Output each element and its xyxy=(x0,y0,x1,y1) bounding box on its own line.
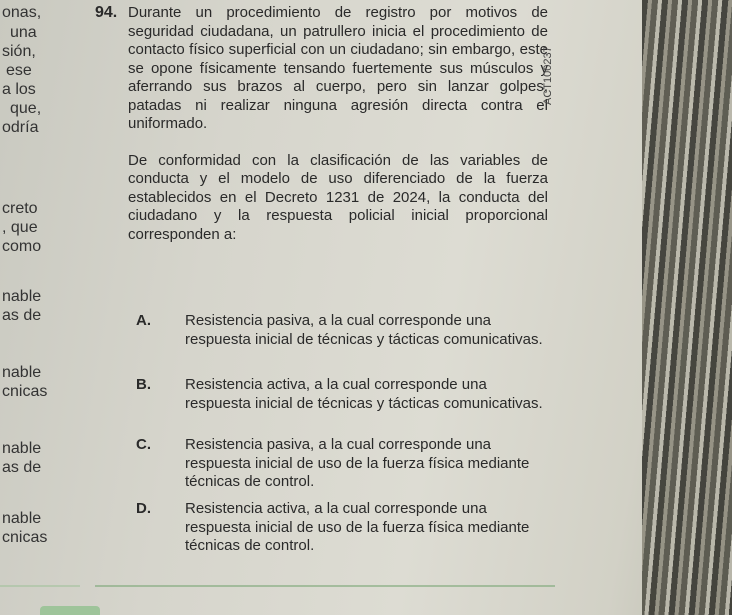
left-fragment: nable xyxy=(2,288,42,305)
left-fragment: nable xyxy=(2,510,42,527)
left-fragment: una xyxy=(10,24,37,41)
left-fragment: ese xyxy=(6,62,32,79)
left-fragment: cnicas xyxy=(2,383,48,400)
stem-paragraph-1: Durante un procedimiento de registro por motivos de seguridad ciudadana, un patrullero inicia el procedimiento de contacto físico superficial con un ciudadano; sin embargo, este se opone físicamente tensando fuertemente sus músculos y aferrando sus brazos al cuerpo, pero sin lanzar golpes, patadas ni realizar ninguna agresión directa contra el uniformado. xyxy=(128,4,548,132)
background-fence xyxy=(642,0,732,615)
left-page-fragments xyxy=(0,0,70,560)
divider-bottom xyxy=(95,585,555,587)
option-text: Resistencia activa, a la cual corresponde una respuesta inicial de uso de la fuerza física mediante técnicas de control. xyxy=(185,500,530,554)
option-text: Resistencia pasiva, a la cual corresponde una respuesta inicial de uso de la fuerza física mediante técnicas de control. xyxy=(185,436,530,490)
question-number: 94. xyxy=(95,4,118,21)
left-fragment: que, xyxy=(10,100,42,117)
left-fragment: sión, xyxy=(2,43,36,60)
stem-paragraph-2: De conformidad con la clasificación de las variables de conducta y el modelo de uso diferenciado de la fuerza establecidos en el Decreto 1231 de 2024, la conducta del ciudadano y la respuesta policial inicial proporcional corresponden a: xyxy=(128,151,548,243)
left-fragment: como xyxy=(2,238,42,255)
left-fragment: as de xyxy=(2,307,42,324)
option-letter: C. xyxy=(136,436,151,453)
option-text: Resistencia activa, a la cual corresponde una respuesta inicial de técnicas y tácticas comunicativas. xyxy=(185,376,543,412)
left-fragment: nable xyxy=(2,440,42,457)
left-fragment: , que xyxy=(2,219,38,236)
left-fragment: as de xyxy=(2,459,42,476)
side-code: ACT100237 xyxy=(542,46,554,105)
left-fragment: a los xyxy=(2,81,36,98)
option-text: Resistencia pasiva, a la cual corresponde una respuesta inicial de técnicas y tácticas comunicativas. xyxy=(185,312,543,348)
left-fragment: cnicas xyxy=(2,529,48,546)
divider-left xyxy=(0,585,80,587)
option-letter: D. xyxy=(136,500,151,517)
left-fragment: onas, xyxy=(2,4,42,21)
left-fragment: nable xyxy=(2,364,42,381)
option-letter: B. xyxy=(136,376,151,393)
green-tab-decoration xyxy=(40,606,100,615)
question-stem xyxy=(128,4,548,250)
option-letter: A. xyxy=(136,312,151,329)
left-fragment: creto xyxy=(2,200,38,217)
left-fragment: odría xyxy=(2,119,39,136)
